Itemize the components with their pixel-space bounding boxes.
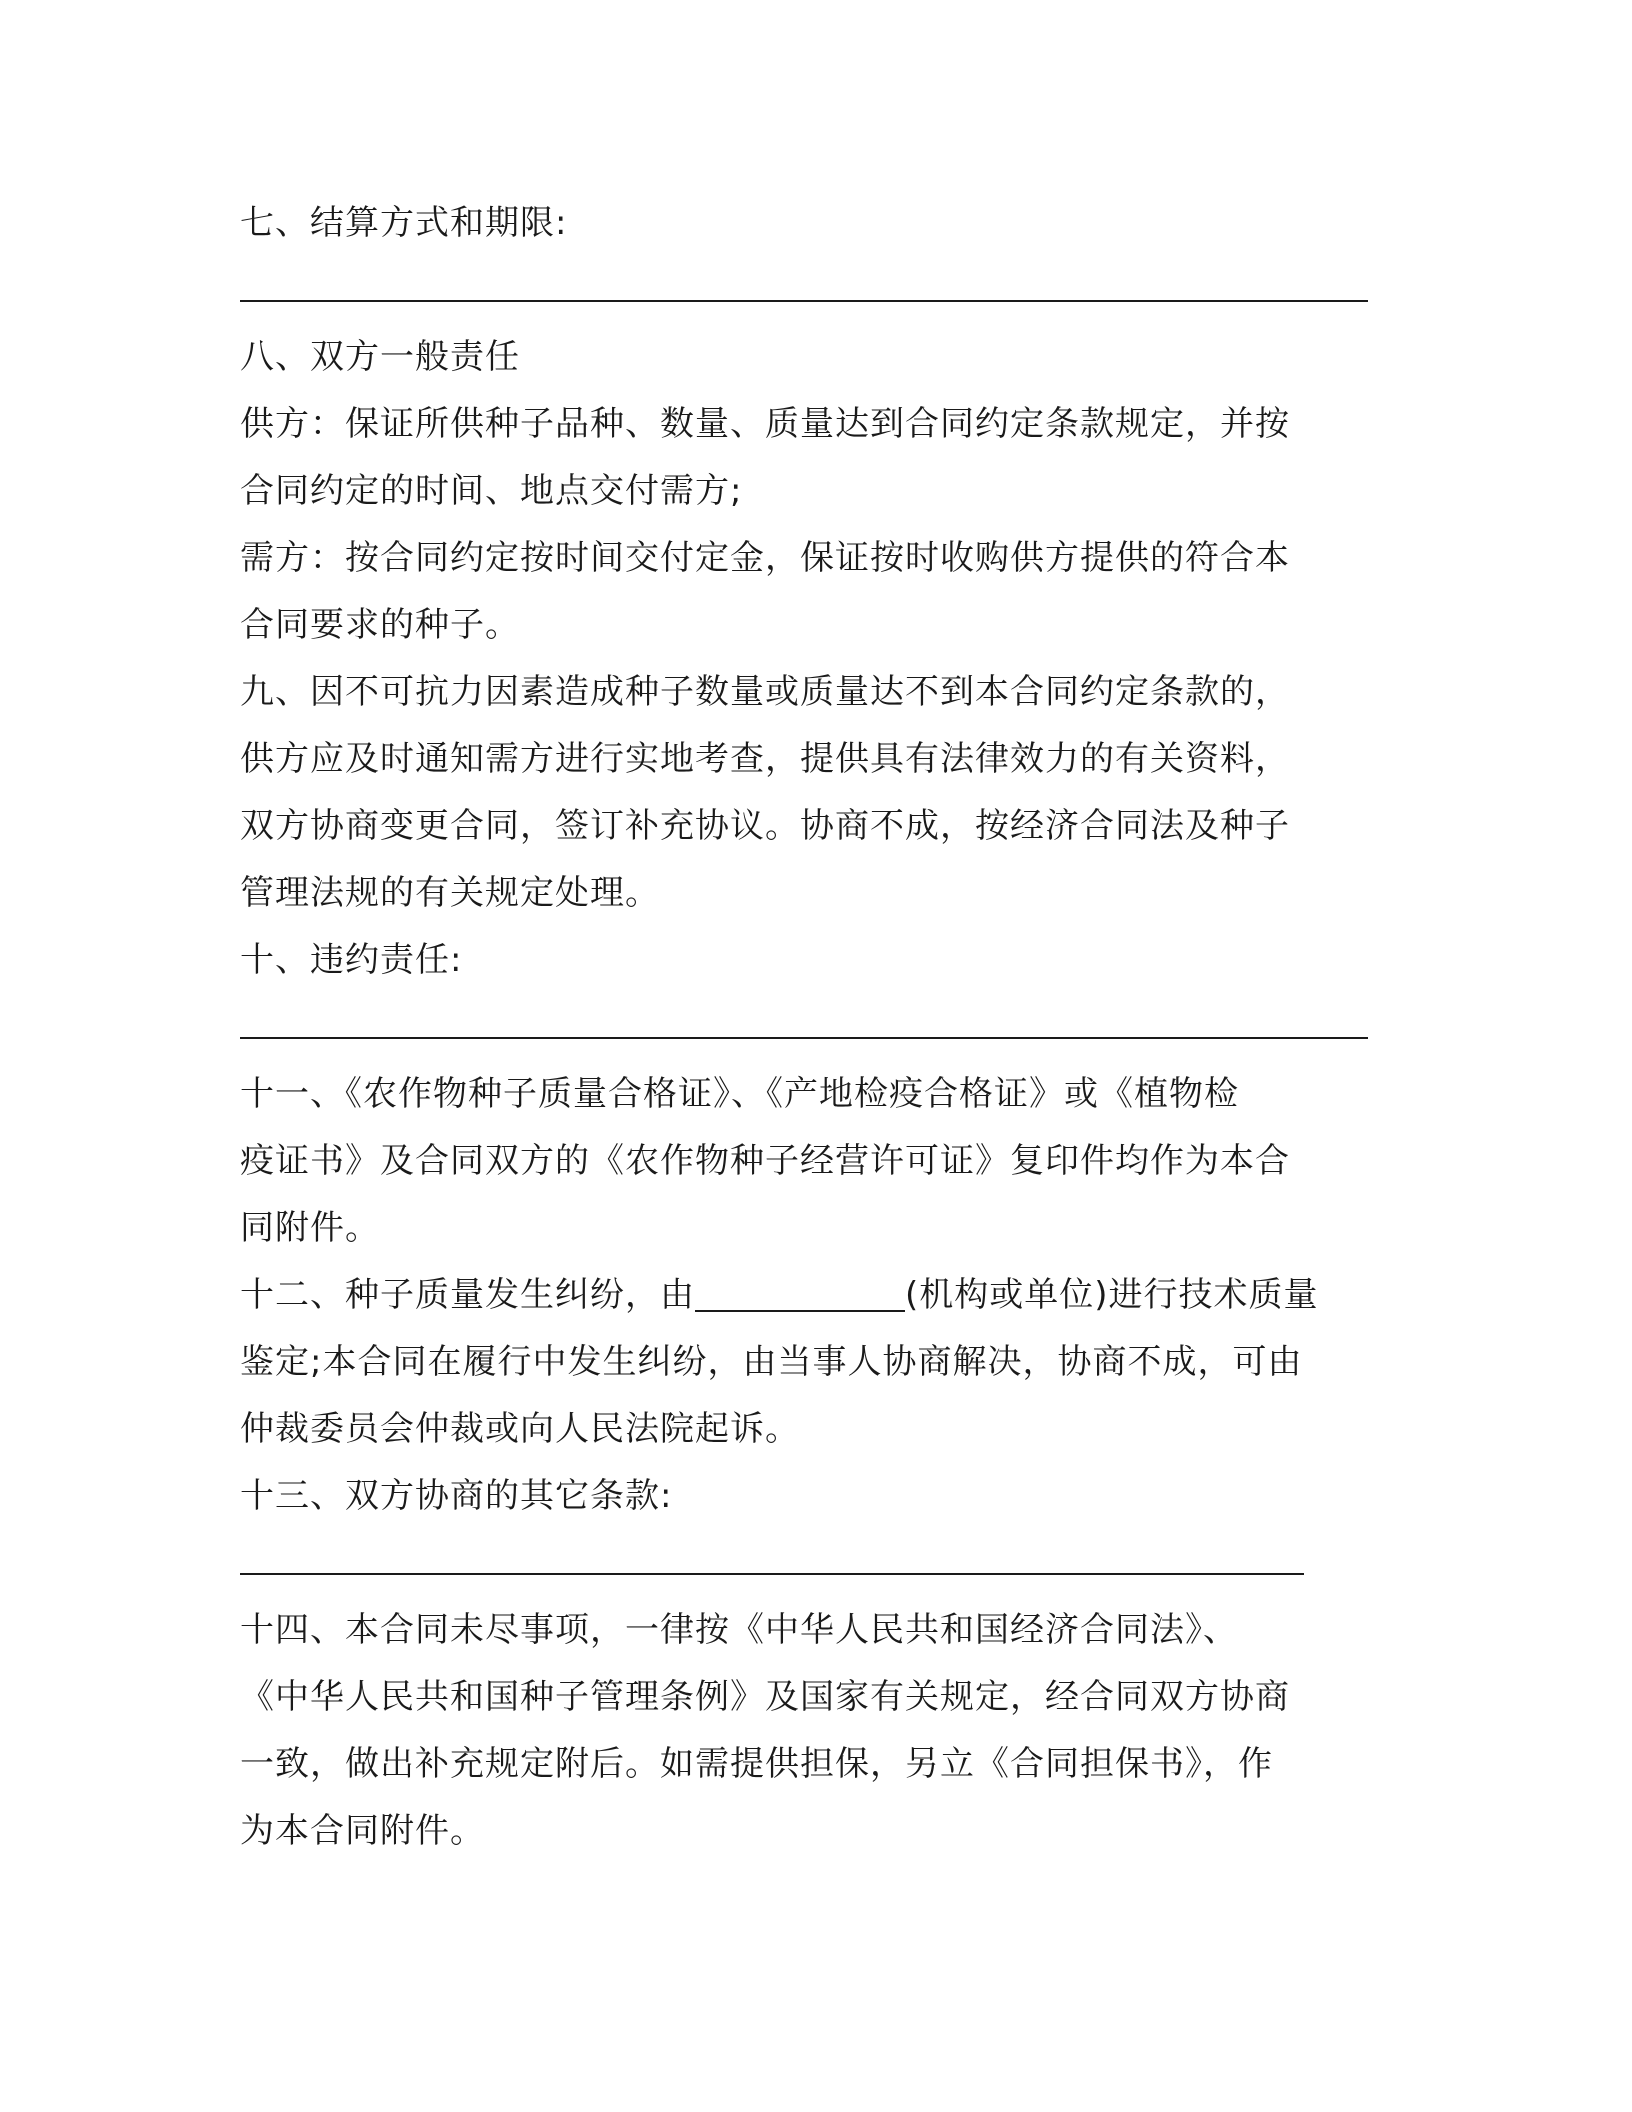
section-14-line-2: 《中华人民共和国种子管理条例》及国家有关规定，经合同双方协商 [240, 1677, 1290, 1717]
section-13-title: 十三、双方协商的其它条款: [240, 1476, 673, 1516]
fill-in-blank-institution [695, 1272, 905, 1312]
section-12-prefix: 十二、种子质量发生纠纷，由 [240, 1275, 695, 1315]
underline [240, 300, 1368, 302]
supplier-duty-line-2: 合同约定的时间、地点交付需方; [240, 471, 743, 511]
section-11-line-1: 十一、《农作物种子质量合格证》、《产地检疫合格证》或《植物检 [240, 1074, 1239, 1114]
section-9-line-1: 九、因不可抗力因素造成种子数量或质量达不到本合同约定条款的， [240, 672, 1290, 712]
fill-in-line-other-terms [240, 1530, 1370, 1597]
section-14-line-3: 一致，做出补充规定附后。如需提供担保，另立《合同担保书》，作 [240, 1744, 1273, 1784]
section-14-line-1: 十四、本合同未尽事项，一律按《中华人民共和国经济合同法》、 [240, 1610, 1238, 1650]
underline [240, 1037, 1368, 1039]
section-11-line-3: 同附件。 [240, 1208, 380, 1248]
buyer-duty-line-2: 合同要求的种子。 [240, 605, 520, 645]
section-14-line-4: 为本合同附件。 [240, 1811, 485, 1851]
section-9-line-2: 供方应及时通知需方进行实地考查，提供具有法律效力的有关资料， [240, 739, 1290, 779]
fill-in-line-settlement [240, 257, 1370, 324]
contract-page [240, 190, 1370, 1865]
section-12-line-2: 鉴定;本合同在履行中发生纠纷，由当事人协商解决，协商不成，可由 [240, 1342, 1303, 1382]
section-12-suffix: (机构或单位)进行技术质量 [905, 1275, 1319, 1315]
underline [240, 1573, 1304, 1575]
supplier-duty-line-1: 供方：保证所供种子品种、数量、质量达到合同约定条款规定，并按 [240, 404, 1290, 444]
section-9-line-3: 双方协商变更合同，签订补充协议。协商不成，按经济合同法及种子 [240, 806, 1290, 846]
section-9-line-4: 管理法规的有关规定处理。 [240, 873, 660, 913]
buyer-duty-line-1: 需方：按合同约定按时间交付定金，保证按时收购供方提供的符合本 [240, 538, 1290, 578]
section-10-title: 十、违约责任: [240, 940, 463, 980]
section-12-line-3: 仲裁委员会仲裁或向人民法院起诉。 [240, 1409, 800, 1449]
section-8-title: 八、双方一般责任 [240, 337, 520, 377]
section-7-title: 七、结算方式和期限: [240, 203, 568, 243]
fill-in-line-liability [240, 994, 1370, 1061]
section-12-line-1 [240, 1262, 1370, 1329]
section-11-line-2: 疫证书》及合同双方的《农作物种子经营许可证》复印件均作为本合 [240, 1141, 1290, 1181]
